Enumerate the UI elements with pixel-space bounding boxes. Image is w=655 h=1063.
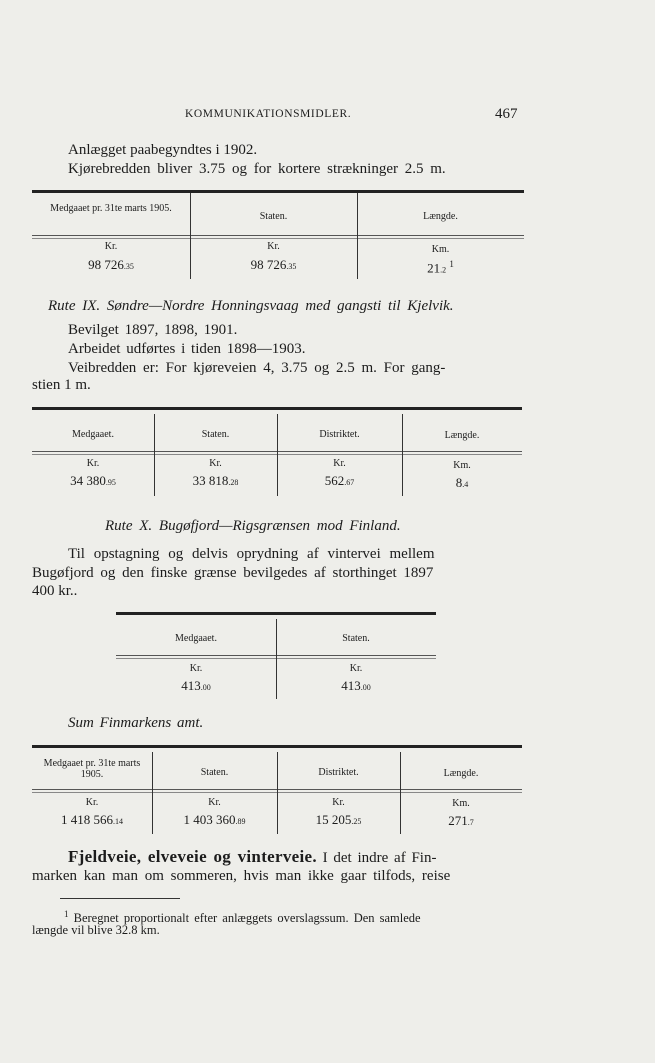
intro-line-1: Anlægget paabegyndtes i 1902. [68,142,258,158]
table-2-unit: Kr. [209,458,222,469]
table-4-unit: Kr. [85,797,99,808]
table-4-header-distriktet: Distriktet. [318,767,359,778]
route-10-heading: Rute X. Bugøfjord—Rigsgrænsen mod Finland. [105,518,401,534]
route-9-heading: Rute IX. Søndre—Nordre Honningsvaag med gangsti til Kjelvik. [48,298,454,314]
final-paragraph-line-2: marken kan man om sommeren, hvis man ikke gaar tilfods, reise [32,868,451,884]
table-1-unit: Kr. [104,241,118,252]
footnote-mark: 1 [449,259,454,269]
table-4-header-staten: Staten. [200,767,229,778]
table-3 [116,612,436,701]
intro-line-2: Kjørebredden bliver 3.75 og for kortere strækninger 2.5 m. [68,161,446,177]
sum-heading: Sum Finmarkens amt. [68,715,204,731]
table-2-unit: Km. [453,460,471,471]
page-number: 467 [495,106,518,122]
table-3-header-medgaaet: Medgaaet. [175,633,217,644]
table-1-value: 98 726.35 [88,257,134,272]
final-paragraph-lead: Fjeldveie, elveveie og vinterveie. [68,847,317,866]
table-2-header-staten: Staten. [201,429,230,440]
route-9-line-3: Veibredden er: For kjøreveien 4, 3.75 og 2.5 m. For gang- [68,360,446,376]
table-1-value: 98 726.35 [250,257,297,272]
table-4-unit: Kr. [332,797,345,808]
footnote-text: Beregnet proportionalt efter anlæggets overslagssum. Den samlede [73,911,421,926]
table-4 [32,745,522,836]
route-9-line-1: Bevilget 1897, 1898, 1901. [68,322,238,338]
table-2 [32,407,522,498]
table-3-unit: Kr. [189,663,203,674]
table-1-unit: Km. [431,244,450,255]
footnote-line-2: længde vil blive 32.8 km. [32,923,160,937]
table-3-value: 413.00 [181,678,211,693]
table-2-value: 34 380.95 [70,473,116,488]
route-10-line-2: Bugøfjord og den finske grænse bevilgedes af storthinget 1897 [32,565,434,581]
table-4-header-medgaaet: Medgaaet pr. 31te marts 1905. [43,758,141,780]
route-10-line-1: Til opstagning og delvis oprydning af vintervei mellem [68,546,435,562]
table-4-value: 271.7 [448,813,474,828]
table-1-header-laengde: Længde. [423,211,458,222]
table-3-value: 413.00 [341,678,371,693]
route-9-line-4: stien 1 m. [32,377,91,393]
table-1-header-medgaaet: Medgaaet pr. 31te marts 1905. [50,203,172,214]
table-1-header-staten: Staten. [259,211,288,222]
table-4-unit: Kr. [208,797,221,808]
table-4-header-laengde: Længde. [443,768,479,779]
route-9-line-2: Arbeidet udførtes i tiden 1898—1903. [68,341,306,357]
table-4-unit: Km. [452,798,470,809]
running-head: KOMMUNIKATIONSMIDLER. [185,108,352,120]
table-2-value: 8.4 [455,475,469,490]
table-3-unit: Kr. [349,663,363,674]
table-2-unit: Kr. [333,458,346,469]
table-2-header-distriktet: Distriktet. [319,429,360,440]
table-2-header-laengde: Længde. [444,430,480,441]
footnote-mark: 1 [64,909,69,919]
final-paragraph-line-1-rest: I det indre af Fin- [322,850,437,866]
table-3-header-staten: Staten. [342,633,370,644]
table-4-value: 1 403 360.89 [183,812,246,827]
table-1-value: 21.2 $^1$ [427,259,454,276]
table-2-header-medgaaet: Medgaaet. [72,429,114,440]
final-paragraph-line-1 [68,847,436,867]
footnote-rule [60,898,180,899]
table-4-value: 1 418 566.14 [61,812,123,827]
table-1 [32,190,524,281]
table-2-value: 562.67 [324,473,355,488]
table-4-value: 15 205.25 [315,812,362,827]
table-2-value: 33 818.28 [192,473,239,488]
table-1-unit: Kr. [267,241,280,252]
table-2-unit: Kr. [86,458,100,469]
route-10-line-3: 400 kr.. [32,583,78,599]
